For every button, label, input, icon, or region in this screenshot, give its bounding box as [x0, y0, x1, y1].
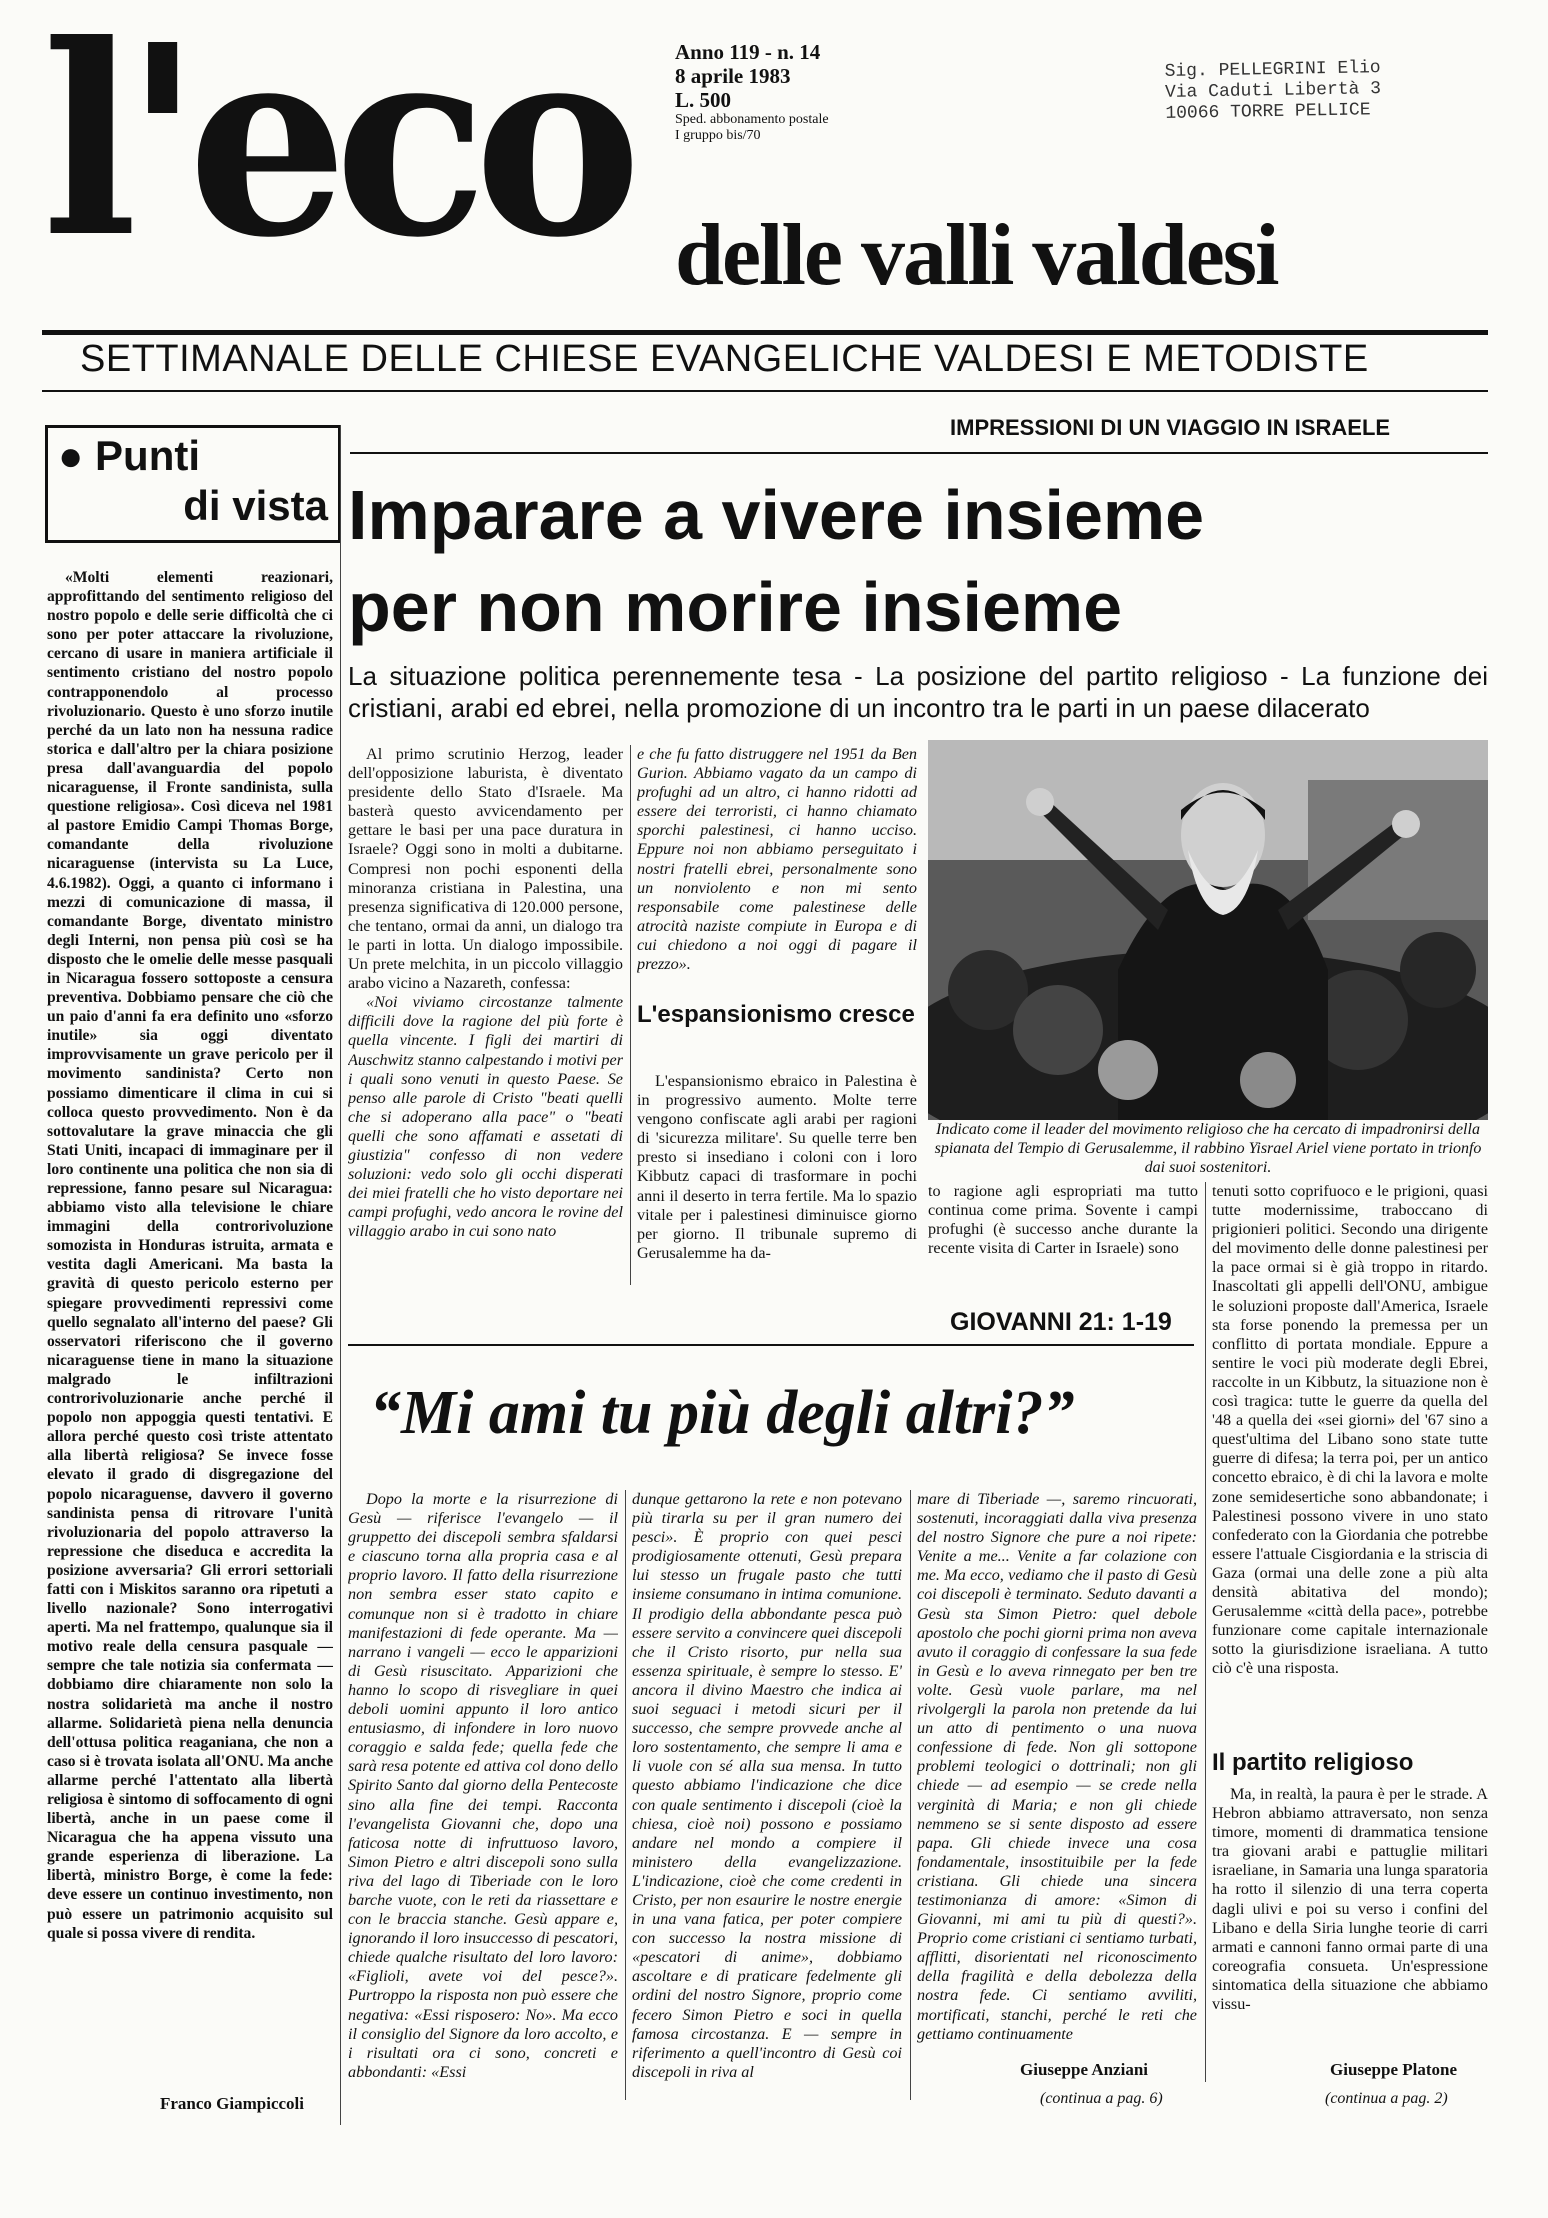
motto-rule — [42, 390, 1488, 392]
israel-subhead-partito: Il partito religioso — [1212, 1749, 1414, 1776]
giovanni-kicker: GIOVANNI 21: 1-19 — [950, 1308, 1172, 1336]
column-divider — [630, 745, 631, 1285]
address-line: Via Caduti Libertà 3 — [1164, 79, 1382, 103]
israel-kicker: IMPRESSIONI DI UN VIAGGIO IN ISRAELE — [950, 415, 1391, 440]
column-divider — [910, 1490, 911, 2100]
photo-illustration — [928, 740, 1488, 1120]
giovanni-col-2: dunque gettarono la rete e non potevano più tirarla su per il gran numero dei pesci». È proprio con quei pesci prodigiosamente ottenuti, Gesù prepara lui stesso un frugale pasto che tutti insieme consumano in intima comunione. Il prodigio della abbondante pesca può essere servito a convincere quei discepoli che il Cristo risorto, pur nella sua essenza spirituale, è sempre lo stesso. E' ancora il divino Maestro che indica ai suoi seguaci i metodi sicuri per il successo, che sempre provvede anche al loro sostentamento, che sempre li ama e li vuole con sé alla sua mensa. In tutto questo abbiamo l'indicazione che dice con quale sentimento i discepoli (cioè la chiesa, cioè noi) possono e possiamo andare nel mondo a compiere il ministero della evangelizzazione. L'indicazione, cioè che come credenti in Cristo, per non esaurire le nostre energie in una vana fatica, per poter compiere con successo la nostra missione di «pescatori di anime», dobbiamo ascoltare e di praticare fedelmente gli ordini del nostro Signore, proprio come fecero Simon Pietro e soci in quella famosa circostanza. E — sempre in riferimento a quell'incontro di Gesù coi discepoli in riva al — [632, 1490, 902, 2081]
postal-line-2: I gruppo bis/70 — [675, 128, 761, 143]
punti-author: Franco Giampiccoli — [160, 2094, 305, 2113]
issue-info — [675, 40, 829, 144]
israel-col-4: tenuti sotto coprifuoco e le prigioni, quasi tutte modernissime, traboccano di prigionieri politici. Secondo una dirigente del movimento delle donne palestinesi per la pace ormai si è già troppo in ritardo. Inascoltati gli appelli dell'ONU, ambigue le soluzioni proposte dall'America, Israele sta forse ponendo la premessa per un conflitto di portata mondiale. Eppure a sentire le voci più moderate degli Ebrei, raccolte in un Kibbutz, la situazione non è così tragica: tutte le guerre da quella del '48 a quella dei «sei giorni» del '67 sino a quest'ultima del Libano sono state tutte guerre di difesa; la terra poi, per un antico concetto ebraico, è di chi la lavora e molte zone semidesertiche sono abbandonate; i Palestinesi possono vivere in uno stato confederato con la Giordania che potrebbe essere l'attuale Cisgiordania e la striscia di Gaza (ormai una delle zone a più alta densità abitativa del mondo); Gerusalemme «città della pace», potrebbe funzionare come capitale internazionale sotto la giurisdizione israeliana. A tutto ciò c'è una risposta. — [1212, 1182, 1488, 1678]
address-line: Sig. PELLEGRINI Elio — [1164, 58, 1381, 82]
photo-rabbi-crowd — [928, 740, 1488, 1120]
punti-label: ● Punti — [58, 432, 201, 479]
column-divider — [1205, 1182, 1206, 2082]
masthead-rule — [42, 330, 1488, 335]
postal-line-1: Sped. abbonamento postale — [675, 112, 829, 127]
giovanni-col-1: Dopo la morte e la risurrezione di Gesù — riferisce l'evangelo — il gruppetto dei discepoli sembra sfaldarsi e ciascuno torna alla propria casa e al proprio lavoro. Il fatto della risurrezione non sembra esser stato capito e comunque non si è tradotto in chiare manifestazioni di fede operante. Ma — narrano i vangeli — ecco le apparizioni di Gesù risuscitato. Apparizioni che hanno lo scopo di risvegliare in quei deboli uomini appunto il loro antico entusiasmo, di infondere in loro nuovo coraggio e salda fede; quella fede che sarà resa potente ed attiva col dono dello Spirito Santo dal giorno della Pentecoste sino alla fine dei tempi. Racconta l'evangelista Giovanni che, dopo una faticosa notte di infruttuoso lavoro, Simon Pietro e altri discepoli sono sulla riva del lago di Tiberiade con le loro barche vuote, con le reti da riassettare e con le braccia stanche. Gesù appare e, ignorando il loro insuccesso di pescatori, chiede qualche risultato del loro lavoro: «Figlioli, avete voi del pesce?». Purtroppo la risposta non può essere che negativa: «Essi risposero: No». Ma ecco il consiglio del Signore da loro accolto, e i risultati ora ci sono, concreti e abbondanti: «Essi — [348, 1490, 618, 2081]
giovanni-author: Giuseppe Anziani — [1020, 2060, 1149, 2079]
israel-headline-2: per non morire insieme — [348, 568, 1123, 646]
di-vista-label: di vista — [183, 482, 328, 529]
israel-col-3: to ragione agli espropriati ma tutto continua come prima. Sovente i campi profughi (è successo anche durante la recente visita di Carter in Israele) sono — [928, 1182, 1198, 1258]
punti-article-text: «Molti elementi reazionari, approfittando del sentimento religioso del nostro popolo e delle serie difficoltà che ci sono per poter attaccare la rivoluzione, cercano di usare in maniera artificiale il sentimento cristiano del nostro popolo contrapponendolo al processo rivoluzionario. Questo è uno sforzo inutile perché da un lato non ha nessuna radice storica e dall'altro per la chiara posizione presa dall'avanguardia del popolo nicaraguense, il Fronte sandinista, sulla questione religiosa». Così diceva nel 1981 al pastore Emidio Campi Thomas Borge, comandante della rivoluzione nicaraguense (intervista su La Luce, 4.6.1982). Oggi, a quanto ci informano i mezzi di comunicazione di massa, il comandante Borge, diventato ministro degli Interni, non pensa più così se ha disposto che le omelie delle messe pasquali in Nicaragua fossero sottoposte a censura preventiva. Dobbiamo pensare che ciò che un paio d'anni fa era definito uno «sforzo inutile» sia oggi diventato improvvisamente un grave pericolo per il movimento sandinista? Certo non possiamo dimenticare il clima in cui si colloca questo provvedimento. Non è da sottovalutare la grave minaccia che gli Stati Uniti, incapaci di immaginare per il loro continente una politica che non sia di repressione, fanno pesare sul Nicaragua: abbiamo visto alla televisione le chiare immagini della controrivoluzione somozista in Honduras istruita, armata e vestita dagli Americani. Ma basta la gravità di questo pericolo esterno per spiegare provvedimenti repressivi come quello segnalato all'interno del paese? Gli osservatori riferiscono che il governo nicaraguense tiene in mano la situazione malgrado le infiltrazioni controrivoluzionarie anche perché il popolo non appoggia questi tentativi. E allora perché questo così triste attentato alla libertà religiosa? Se invece fosse elevato il grado di disgregazione del popolo nicaraguense, davvero il governo sandinista pensa di ritrovare l'unità rivoluzionaria del popolo attraverso la repressione che diseduca e accredita la posizione avversaria? Gli errori settoriali fatti con i Miskitos saranno ora ripetuti a livello nazionale? Sono interrogativi aperti. Ma nel frattempo, qualunque sia il motivo reale della censura pasquale — sempre che tale notizia sia confermata — dobbiamo dire chiaramente non solo la nostra solidarietà ma anche il nostro allarme. Solidarietà piena nella denuncia dell'ottusa politica reaganiana, che non a caso si è trovata isolata all'ONU. Ma anche allarme perché l'attentato alla libertà religiosa è sintomo di soffocamento di ogni libertà, anche in un paese come il Nicaragua che ha appena vissuto una grande esperienza di liberazione. La libertà, ministro Borge, è come la fede: deve essere un continuo investimento, non può essere un patrimonio acquisito sul quale si possa vivere di rendita. — [47, 569, 333, 1942]
masthead-subtitle: delle valli valdesi — [675, 207, 1278, 304]
column-divider — [340, 425, 341, 2125]
masthead-motto: SETTIMANALE DELLE CHIESE EVANGELICHE VALDESI E METODISTE — [80, 338, 1369, 380]
kicker-rule — [350, 452, 1488, 454]
giovanni-col-3: mare di Tiberiade —, saremo rincuorati, sostenuti, incoraggiati dalla viva presenza del nostro Signore che pure a noi ripete: Venite a me... Venite a far colazione con me. Ma ecco, vediamo che il pasto di Gesù coi discepoli è terminato. Seduto davanti a Gesù sta Simon Pietro: quel debole apostolo che pochi giorni prima non aveva avuto il coraggio di confessare la sua fede in Gesù e lo aveva rinnegato per ben tre volte. Gesù vuole parlare, ma nel rivolgergli la parola non pretende da lui un atto di pentimento o una nuova confessione di fede. Non gli sottopone problemi teologici o dottrinali; non gli chiede — ad esempio — se crede nella verginità di Maria; e non gli chiede nemmeno se si sente disposto ad essere papa. Gli chiede invece una cosa fondamentale, insostituibile per la fede cristiana. Gli chiede una sincera testimonianza di amore: «Simon di Giovanni, mi ami tu più di questi?». Proprio come cristiani ci sentiamo turbati, afflitti, disorientati nel riconoscimento della fragilità e della debolezza della nostra fede. Ci sentiamo avviliti, mortificati, stanchi, perché le reti che gettiamo continuamente — [917, 1490, 1197, 2043]
address-line: 10066 TORRE PELLICE — [1165, 100, 1371, 124]
israel-headline-1: Imparare a vivere insieme — [348, 476, 1205, 554]
issue-number: Anno 119 - n. 14 — [675, 40, 821, 64]
israel-deck: La situazione politica perennemente tesa - La posizione del partito religioso - La funzione dei cristiani, arabi ed ebrei, nella promozione di un incontro tra le parti in un paese dilacerato — [348, 661, 1488, 723]
giovanni-headline: “Mi ami tu più degli altri?” — [370, 1379, 1075, 1447]
issue-date: 8 aprile 1983 — [675, 64, 791, 88]
giovanni-continued: (continua a pag. 6) — [1040, 2090, 1163, 2107]
issue-price: L. 500 — [675, 88, 732, 112]
israel-col-2-quote: e che fu fatto distruggere nel 1951 da Ben Gurion. Abbiamo vagato da un campo di profughi ad un altro, ci hanno ridotti ad essere dei terroristi, ci hanno chiamato sporchi palestinesi, ci hanno ucciso. Eppure noi non abbiamo perseguitato i nostri fratelli ebrei, personalmente sono un nonviolento e non mi sento responsabile come palestinese delle atrocità naziste compiute in Europa e di cui chiedono a noi oggi di pagare il prezzo». — [637, 745, 917, 974]
giovanni-rule — [348, 1344, 1194, 1346]
photo-caption: Indicato come il leader del movimento religioso che ha cercato di impadronirsi della spianata del Tempio di Gerusalemme, il rabbino Yisrael Ariel viene portato in trionfo dai suoi sostenitori. — [934, 1121, 1482, 1176]
israel-subhead-espansionismo: L'espansionismo cresce — [637, 1001, 915, 1028]
column-divider — [625, 1490, 626, 2100]
israel-col-2: L'espansionismo ebraico in Palestina è in progressivo aumento. Molte terre vengono confiscate agli arabi per ragioni di 'sicurezza militare'. Su quelle terre ben presto si insediano i coloni con i loro Kibbutz capaci di trasformare in pochi anni il deserto in terra fertile. Ma lo spazio vitale per i palestinesi diminuisce giorno per giorno. Il tribunale supremo di Gerusalemme ha da- — [637, 1072, 917, 1262]
punti-di-vista-box — [45, 425, 341, 543]
israel-author: Giuseppe Platone — [1330, 2060, 1458, 2079]
israel-continued: (continua a pag. 2) — [1325, 2090, 1448, 2107]
address-label — [1164, 58, 1381, 125]
masthead-logo: l'eco — [42, 0, 629, 295]
israel-col-1: Al primo scrutinio Herzog, leader dell'opposizione laburista, è diventato presidente dello Stato d'Israele. Ma basterà questo avvicendamento per gettare le basi per una pace duratura in Israele? Oggi sono in molti a dubitarne. Compresi non pochi esponenti della minoranza cristiana in Palestina, una presenza significativa di 120.000 persone, che tentano, ormai da anni, un dialogo tra le parti in lotta. Un dialogo impossibile. Un prete melchita, in un piccolo villaggio arabo vicino a Nazareth, confessa: «Noi viviamo circostanze talmente difficili dove la ragione del più forte è quella vincente. I figli dei martiri di Auschwitz stanno calpestando i motivi per i quali sono venuti in questo Paese. Se penso alle parole di Cristo "beati quelli che si adoperano alla pace" o "beati quelli che sono affamati e assetati di giustizia" confesso di non vedere soluzioni: vedo solo gli occhi disperati dei miei fratelli che ho visto deportare nei campi profughi, vedo ancora le rovine del villaggio arabo in cui sono nato — [348, 745, 623, 1241]
israel-col-4b: Ma, in realtà, la paura è per le strade. A Hebron abbiamo attraversato, non senza timore, momenti di drammatica tensione tra giovani arabi e pattuglie militari israeliane, in Samaria una lunga sparatoria ha rotto il silenzio di una terra coperta dagli ulivi e poi su verso i confini del Libano e della Siria lunghe teorie di carri armati e cannoni fanno ormai parte di una coreografia consueta. Un'espressione sintomatica della situazione che abbiamo vissu- — [1212, 1785, 1488, 2014]
